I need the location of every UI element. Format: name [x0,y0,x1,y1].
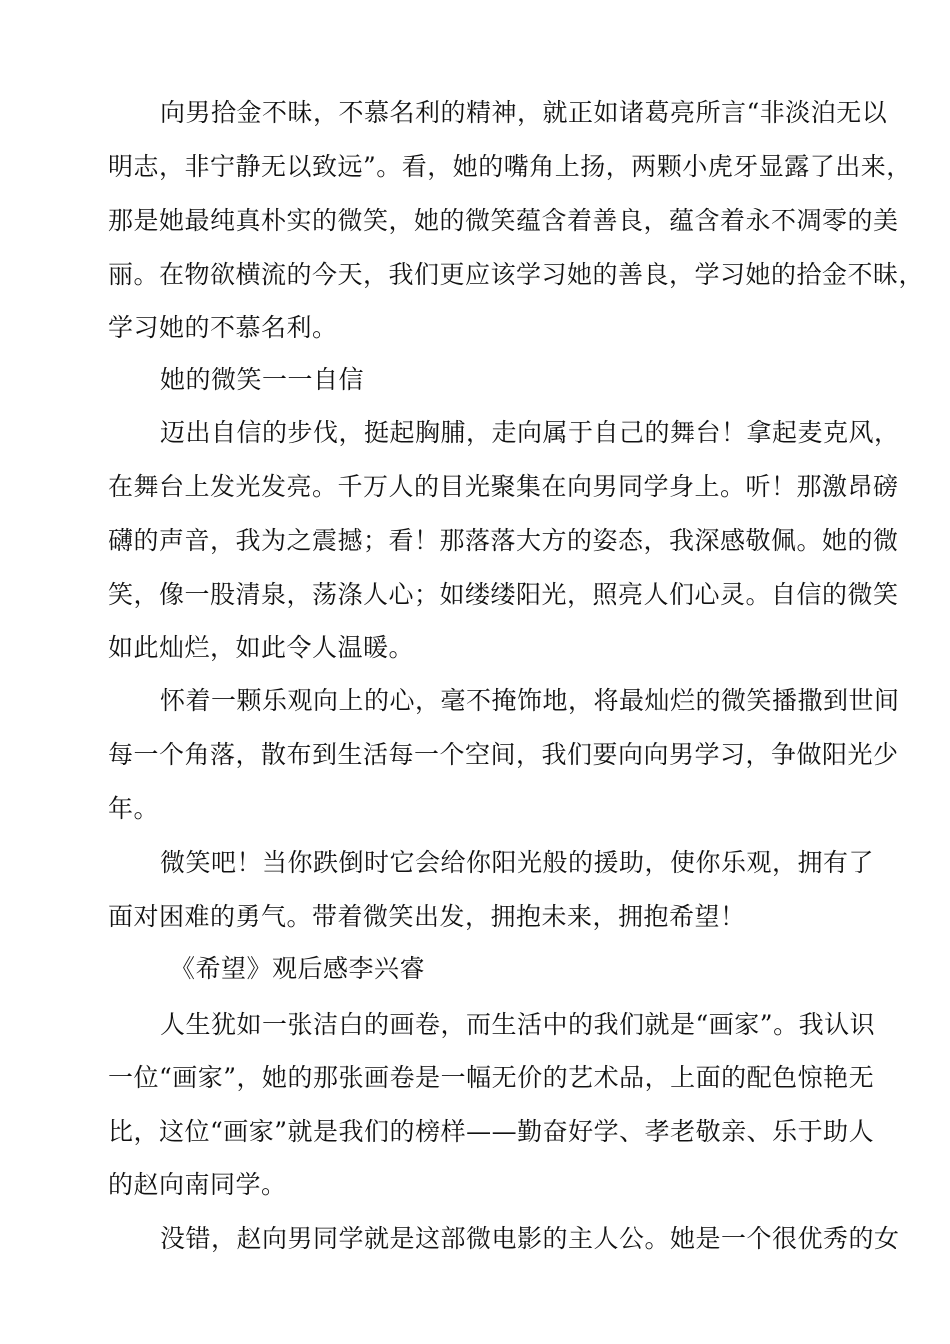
text-line: 年。 [108,794,160,823]
text-line: 每一个角落，散布到生活每一个空间，我们要向向男学习，争做阳光少 [108,740,899,769]
text-line: 面对困难的勇气。带着微笑出发，拥抱未来，拥抱希望！ [108,902,746,931]
text-line: 如此灿烂，如此令人温暖。 [108,633,415,662]
text-line: 人生犹如一张洁白的画卷，而生活中的我们就是“画家”。我认识 [160,1010,876,1039]
text-line: 笑，像一股清泉，荡涤人心；如缕缕阳光，照亮人们心灵。自信的微笑 [108,580,899,609]
section-heading: 她的微笑一一自信 [160,365,365,394]
text-line: 怀着一颗乐观向上的心，毫不掩饰地，将最灿烂的微笑播撒到世间 [160,686,900,715]
text-line: 学习她的不慕名利。 [108,313,338,342]
text-line: 没错，赵向男同学就是这部微电影的主人公。她是一个很优秀的女 [160,1224,900,1253]
text-line: 微笑吧！当你跌倒时它会给你阳光般的援助，使你乐观，拥有了 [160,848,875,877]
text-line: 礴的声音，我为之震撼；看！那落落大方的姿态，我深感敬佩。她的微 [108,526,899,555]
text-line: 的赵向南同学。 [108,1170,287,1199]
text-line: 一位“画家”，她的那张画卷是一幅无价的艺术品，上面的配色惊艳无 [108,1063,875,1092]
text-line: 比，这位“画家”就是我们的榜样——勤奋好学、孝老敬亲、乐于助人 [108,1117,875,1146]
text-line: 向男拾金不昧，不慕名利的精神，就正如诸葛亮所言“非淡泊无以 [160,98,888,127]
text-line: 迈出自信的步伐，挺起胸脯，走向属于自己的舞台！拿起麦克风， [160,418,900,447]
text-line: 在舞台上发光发亮。千万人的目光聚集在向男同学身上。听！那激昂磅 [108,472,899,501]
text-line: 那是她最纯真朴实的微笑，她的微笑蕴含着善良，蕴含着永不凋零的美 [108,206,899,235]
text-line: 明志，非宁静无以致远”。看，她的嘴角上扬，两颗小虎牙显露了出来， [108,152,912,181]
section-heading: 《希望》观后感李兴睿 [170,954,426,983]
text-line: 丽。在物欲横流的今天，我们更应该学习她的善良，学习她的拾金不昧， [108,260,925,289]
